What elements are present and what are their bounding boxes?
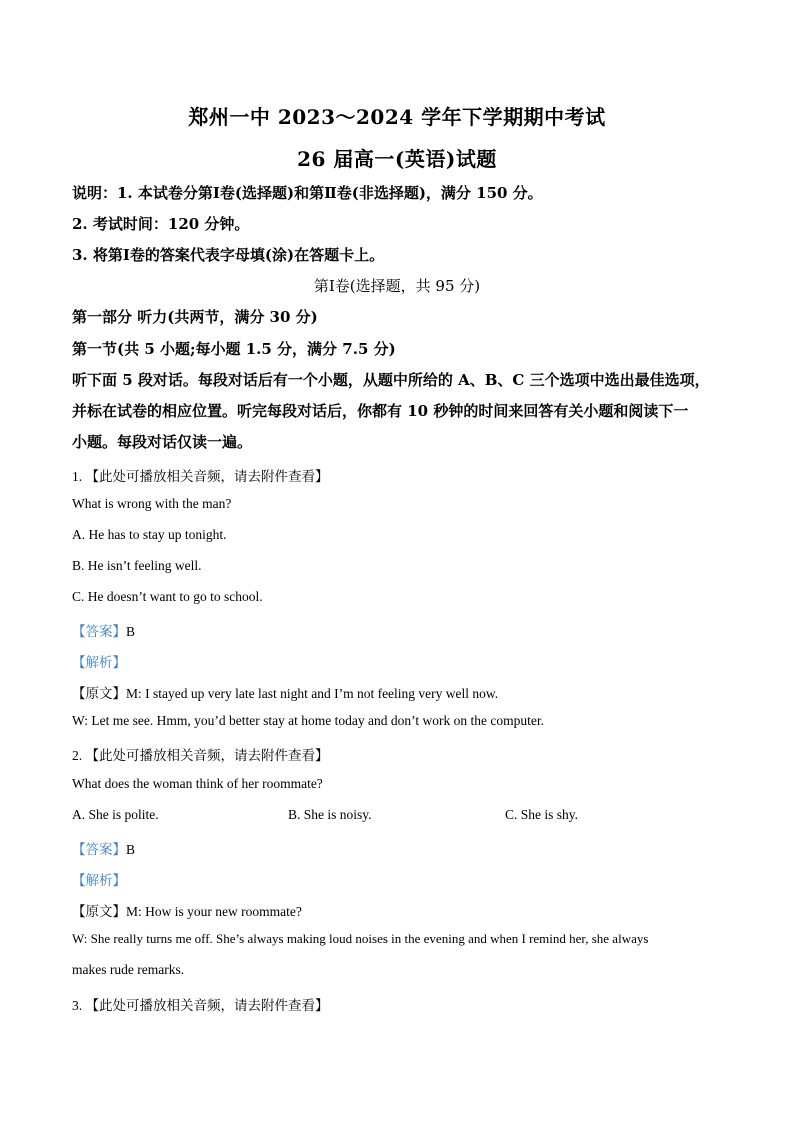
answer-line — [72, 838, 135, 858]
analysis-label-text: 【解析】 — [72, 873, 126, 888]
option-b: B. She is noisy. — [288, 807, 372, 822]
transcript-line — [72, 682, 498, 702]
option-c: C. She is shy. — [505, 807, 579, 822]
audio-note: 3. 【此处可播放相关音频，请去附件查看】 — [72, 998, 329, 1013]
option-a: A. He has to stay up tonight. — [72, 527, 227, 542]
audio-note: 2. 【此处可播放相关音频，请去附件查看】 — [72, 748, 329, 763]
subsection-title: 第一节(共 5 小题;每小题 1.5 分，满分 7.5 分) — [72, 340, 396, 358]
audio-note: 1. 【此处可播放相关音频，请去附件查看】 — [72, 469, 329, 484]
answer-value: B — [126, 624, 136, 639]
option-a: A. She is polite. — [72, 807, 159, 822]
transcript-line: W: Let me see. Hmm, you’d better stay at home today and don’t work on the computer. — [72, 713, 545, 728]
answer-label: 【答案】 — [72, 624, 126, 639]
option-b: B. He isn’t feeling well. — [72, 558, 202, 573]
instruction-line: 说明：1. 本试卷分第Ⅰ卷(选择题)和第Ⅱ卷(非选择题)，满分 150 分。 — [72, 184, 543, 202]
transcript-line: makes rude remarks. — [72, 962, 185, 977]
instruction-line: 2. 考试时间：120 分钟。 — [72, 215, 250, 233]
exam-title: 郑州一中 2023～2024 学年下学期期中考试 — [188, 105, 606, 129]
analysis-label — [72, 869, 126, 889]
transcript-line: W: She really turns me off. She’s always making loud noises in the evening and when I remind her, she always — [72, 931, 649, 946]
transcript-line — [72, 900, 302, 920]
analysis-label — [72, 651, 126, 671]
question-text: What does the woman think of her roommate? — [72, 776, 323, 791]
option-c: C. He doesn’t want to go to school. — [72, 589, 263, 604]
answer-label: 【答案】 — [72, 842, 126, 857]
answer-line — [72, 620, 135, 640]
answer-value: B — [126, 842, 136, 857]
transcript-text: M: I stayed up very late last night and I’m not feeling very well now. — [126, 686, 499, 701]
exam-subtitle: 26 届高一(英语)试题 — [297, 147, 497, 171]
directions-line: 小题。每段对话仅读一遍。 — [72, 433, 253, 451]
directions-line: 听下面 5 段对话。每段对话后有一个小题，从题中所给的 A、B、C 三个选项中选出最佳选项， — [72, 371, 710, 389]
original-label: 【原文】 — [72, 904, 126, 919]
question-text: What is wrong with the man? — [72, 496, 232, 511]
part-title: 第一部分 听力(共两节，满分 30 分) — [72, 308, 318, 326]
section-header: 第Ⅰ卷(选择题，共 95 分) — [313, 277, 481, 295]
instruction-line: 3. 将第Ⅰ卷的答案代表字母填(涂)在答题卡上。 — [72, 246, 385, 264]
analysis-label-text: 【解析】 — [72, 655, 126, 670]
original-label: 【原文】 — [72, 686, 126, 701]
directions-line: 并标在试卷的相应位置。听完每段对话后，你都有 10 秒钟的时间来回答有关小题和阅读下一 — [72, 402, 689, 420]
transcript-text: M: How is your new roommate? — [126, 904, 302, 919]
